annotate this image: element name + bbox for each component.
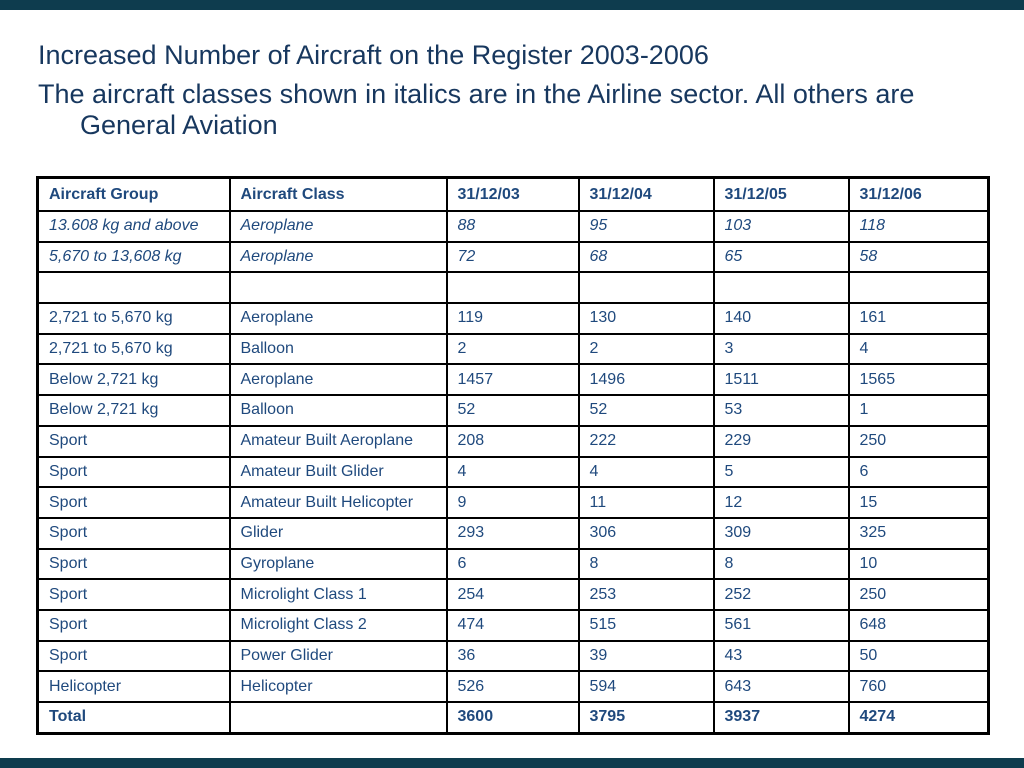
table-cell: 253 xyxy=(579,579,714,610)
table-row xyxy=(38,242,989,273)
table-cell: 53 xyxy=(714,395,849,426)
table-cell xyxy=(714,272,849,303)
table-cell: Microlight Class 2 xyxy=(230,610,447,641)
table-cell: 13.608 kg and above xyxy=(38,211,230,242)
table-cell: Total xyxy=(38,702,230,733)
table-cell: Aeroplane xyxy=(230,364,447,395)
table-cell: 222 xyxy=(579,426,714,457)
table-cell: 1565 xyxy=(849,364,989,395)
table-row xyxy=(38,702,989,733)
table-cell: 252 xyxy=(714,579,849,610)
table-cell: 95 xyxy=(579,211,714,242)
table-cell: 594 xyxy=(579,671,714,702)
table-cell: 4 xyxy=(447,457,579,488)
table-cell: 6 xyxy=(447,549,579,580)
table-cell: 3937 xyxy=(714,702,849,733)
header-cell: 31/12/06 xyxy=(849,178,989,212)
table-cell: Glider xyxy=(230,518,447,549)
table-cell: 474 xyxy=(447,610,579,641)
table-cell: Aeroplane xyxy=(230,242,447,273)
table-cell: 2 xyxy=(447,334,579,365)
table-cell: 309 xyxy=(714,518,849,549)
header-cell: 31/12/05 xyxy=(714,178,849,212)
table-cell: 9 xyxy=(447,487,579,518)
table-cell: 2,721 to 5,670 kg xyxy=(38,303,230,334)
table-cell: 515 xyxy=(579,610,714,641)
table-row xyxy=(38,457,989,488)
page-title: Increased Number of Aircraft on the Register 2003-2006 xyxy=(38,40,709,70)
table-cell: 2 xyxy=(579,334,714,365)
table-cell: 15 xyxy=(849,487,989,518)
subtitle-line-1: The aircraft classes shown in italics are in the Airline sector. All others are xyxy=(38,79,915,109)
top-edge-bar xyxy=(0,0,1024,10)
header-cell: Aircraft Group xyxy=(38,178,230,212)
table-cell: Power Glider xyxy=(230,641,447,672)
table-cell: 1457 xyxy=(447,364,579,395)
table-cell: 5,670 to 13,608 kg xyxy=(38,242,230,273)
table-cell: Microlight Class 1 xyxy=(230,579,447,610)
table-cell: 103 xyxy=(714,211,849,242)
aircraft-register-table xyxy=(36,176,990,735)
table-cell: 119 xyxy=(447,303,579,334)
table-header-row xyxy=(38,178,989,212)
header-cell: 31/12/03 xyxy=(447,178,579,212)
table-row xyxy=(38,303,989,334)
table-cell: Amateur Built Glider xyxy=(230,457,447,488)
subtitle xyxy=(38,79,914,141)
table-cell: 643 xyxy=(714,671,849,702)
table-cell xyxy=(849,272,989,303)
table-cell: Sport xyxy=(38,579,230,610)
table-cell: 52 xyxy=(447,395,579,426)
table-cell: 65 xyxy=(714,242,849,273)
table-cell xyxy=(447,272,579,303)
table-cell: 4 xyxy=(849,334,989,365)
table-cell: Amateur Built Aeroplane xyxy=(230,426,447,457)
table-cell: 760 xyxy=(849,671,989,702)
table-cell xyxy=(230,702,447,733)
bottom-edge-bar xyxy=(0,758,1024,768)
table-cell: 161 xyxy=(849,303,989,334)
table-row xyxy=(38,211,989,242)
table-cell: 58 xyxy=(849,242,989,273)
table-cell: Gyroplane xyxy=(230,549,447,580)
table-row xyxy=(38,518,989,549)
table-cell: 52 xyxy=(579,395,714,426)
table-cell: 3 xyxy=(714,334,849,365)
table-cell: Helicopter xyxy=(230,671,447,702)
table-cell: Balloon xyxy=(230,334,447,365)
table-row xyxy=(38,671,989,702)
table-row xyxy=(38,364,989,395)
table-cell: 3600 xyxy=(447,702,579,733)
table-cell: 2,721 to 5,670 kg xyxy=(38,334,230,365)
table-cell: 4 xyxy=(579,457,714,488)
table-cell: 306 xyxy=(579,518,714,549)
table-cell xyxy=(579,272,714,303)
table-cell xyxy=(230,272,447,303)
table-cell: 526 xyxy=(447,671,579,702)
table-cell: 5 xyxy=(714,457,849,488)
table-cell: 648 xyxy=(849,610,989,641)
table-cell: Amateur Built Helicopter xyxy=(230,487,447,518)
table-cell: Aeroplane xyxy=(230,211,447,242)
table-cell: 118 xyxy=(849,211,989,242)
table-row xyxy=(38,610,989,641)
table-cell: 36 xyxy=(447,641,579,672)
table-cell: Sport xyxy=(38,426,230,457)
table-cell: 68 xyxy=(579,242,714,273)
table-cell: 11 xyxy=(579,487,714,518)
table-cell: 39 xyxy=(579,641,714,672)
table-cell: 8 xyxy=(714,549,849,580)
table-cell: 12 xyxy=(714,487,849,518)
subtitle-line-2: General Aviation xyxy=(80,110,278,140)
table-cell: Balloon xyxy=(230,395,447,426)
header-cell: 31/12/04 xyxy=(579,178,714,212)
table-cell: 72 xyxy=(447,242,579,273)
table-cell: 1496 xyxy=(579,364,714,395)
table-cell: Below 2,721 kg xyxy=(38,395,230,426)
table-row xyxy=(38,549,989,580)
table-cell: 88 xyxy=(447,211,579,242)
table-cell: 140 xyxy=(714,303,849,334)
table-cell: 43 xyxy=(714,641,849,672)
table-row xyxy=(38,272,989,303)
table-cell: 208 xyxy=(447,426,579,457)
table-cell: 229 xyxy=(714,426,849,457)
table-cell: 130 xyxy=(579,303,714,334)
table-row xyxy=(38,395,989,426)
table-cell: Helicopter xyxy=(38,671,230,702)
table-cell: 10 xyxy=(849,549,989,580)
table-cell: 1511 xyxy=(714,364,849,395)
table-cell: 50 xyxy=(849,641,989,672)
table-row xyxy=(38,487,989,518)
table-cell: 4274 xyxy=(849,702,989,733)
table-cell: Aeroplane xyxy=(230,303,447,334)
table-row xyxy=(38,426,989,457)
header-cell: Aircraft Class xyxy=(230,178,447,212)
table-row xyxy=(38,334,989,365)
table-cell: 1 xyxy=(849,395,989,426)
table-cell: 561 xyxy=(714,610,849,641)
table-row xyxy=(38,641,989,672)
table-cell: Sport xyxy=(38,487,230,518)
table-cell: 3795 xyxy=(579,702,714,733)
table-cell: Below 2,721 kg xyxy=(38,364,230,395)
table-cell: 250 xyxy=(849,426,989,457)
table-cell: 325 xyxy=(849,518,989,549)
table-cell: 254 xyxy=(447,579,579,610)
table-cell: Sport xyxy=(38,610,230,641)
table-cell: Sport xyxy=(38,641,230,672)
table-cell: 293 xyxy=(447,518,579,549)
table-cell: Sport xyxy=(38,518,230,549)
table-row xyxy=(38,579,989,610)
table-cell xyxy=(38,272,230,303)
table-cell: 6 xyxy=(849,457,989,488)
table-cell: Sport xyxy=(38,457,230,488)
table-cell: 8 xyxy=(579,549,714,580)
table-cell: Sport xyxy=(38,549,230,580)
table-cell: 250 xyxy=(849,579,989,610)
